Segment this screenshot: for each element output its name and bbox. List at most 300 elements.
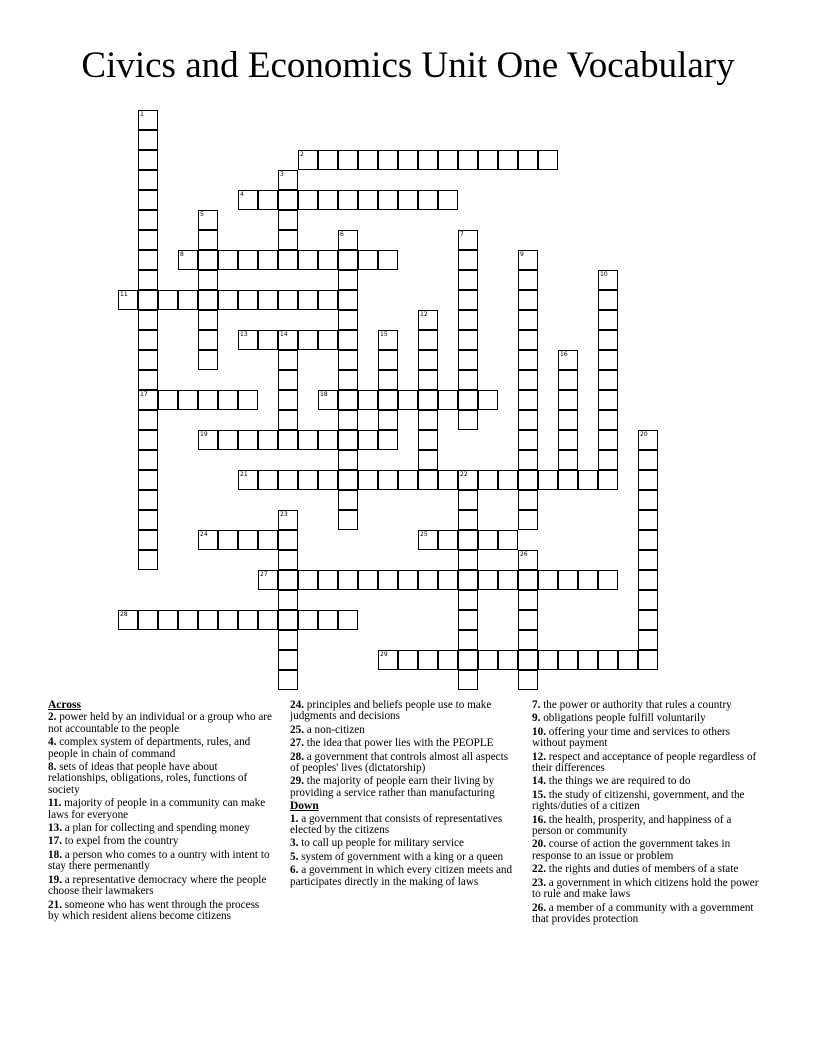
crossword-cell[interactable]	[278, 230, 298, 250]
crossword-cell[interactable]	[378, 470, 398, 490]
crossword-cell[interactable]	[238, 470, 258, 490]
crossword-cell[interactable]	[218, 610, 238, 630]
crossword-cell[interactable]	[138, 310, 158, 330]
clue-item-number: 20.	[532, 838, 546, 851]
crossword-cell[interactable]	[118, 610, 138, 630]
crossword-cell[interactable]	[438, 650, 458, 670]
crossword-cell[interactable]	[278, 550, 298, 570]
crossword-cell[interactable]	[198, 430, 218, 450]
crossword-cell[interactable]	[338, 410, 358, 430]
crossword-cell[interactable]	[578, 570, 598, 590]
crossword-cell[interactable]	[478, 530, 498, 550]
crossword-cell[interactable]	[318, 150, 338, 170]
crossword-cell[interactable]	[518, 590, 538, 610]
crossword-cell[interactable]	[198, 210, 218, 230]
crossword-cell[interactable]	[478, 470, 498, 490]
crossword-cell[interactable]	[378, 410, 398, 430]
crossword-cell[interactable]	[438, 470, 458, 490]
crossword-cell[interactable]	[258, 330, 278, 350]
crossword-cell[interactable]	[518, 390, 538, 410]
crossword-cell[interactable]	[258, 570, 278, 590]
crossword-cell[interactable]	[238, 390, 258, 410]
crossword-cell[interactable]	[278, 190, 298, 210]
crossword-cell[interactable]	[458, 290, 478, 310]
crossword-cell[interactable]	[498, 570, 518, 590]
crossword-cell[interactable]	[458, 530, 478, 550]
crossword-cell[interactable]	[458, 390, 478, 410]
clue-number: 10	[600, 271, 608, 278]
crossword-cell[interactable]	[458, 670, 478, 690]
crossword-cell[interactable]	[518, 510, 538, 530]
crossword-cell[interactable]	[558, 470, 578, 490]
crossword-cell[interactable]	[358, 190, 378, 210]
crossword-cell[interactable]	[338, 330, 358, 350]
crossword-cell[interactable]	[518, 370, 538, 390]
crossword-cell[interactable]	[338, 350, 358, 370]
crossword-cell[interactable]	[438, 530, 458, 550]
crossword-cell[interactable]	[318, 330, 338, 350]
crossword-cell[interactable]	[238, 330, 258, 350]
crossword-cell[interactable]	[298, 290, 318, 310]
crossword-cell[interactable]	[258, 530, 278, 550]
crossword-cell[interactable]	[298, 190, 318, 210]
crossword-cell[interactable]	[538, 470, 558, 490]
crossword-cell[interactable]	[378, 370, 398, 390]
crossword-cell[interactable]	[418, 410, 438, 430]
crossword-cell[interactable]	[278, 430, 298, 450]
clue-item-text: obligations people fulfill voluntarily	[543, 712, 706, 725]
crossword-cell[interactable]	[538, 570, 558, 590]
crossword-cell[interactable]	[638, 470, 658, 490]
crossword-cell[interactable]	[638, 450, 658, 470]
crossword-cell[interactable]	[138, 390, 158, 410]
crossword-cell[interactable]	[638, 630, 658, 650]
crossword-cell[interactable]	[218, 530, 238, 550]
crossword-cell[interactable]	[158, 610, 178, 630]
crossword-cell[interactable]	[518, 670, 538, 690]
crossword-cell[interactable]	[278, 510, 298, 530]
crossword-cell[interactable]	[138, 290, 158, 310]
clue-item	[290, 725, 515, 736]
crossword-cell[interactable]	[418, 450, 438, 470]
crossword-cell[interactable]	[198, 230, 218, 250]
crossword-cell[interactable]	[398, 570, 418, 590]
clues-column-3	[532, 700, 762, 927]
crossword-cell[interactable]	[258, 250, 278, 270]
crossword-cell[interactable]	[198, 330, 218, 350]
crossword-cell[interactable]	[438, 390, 458, 410]
crossword-cell[interactable]	[598, 470, 618, 490]
crossword-cell[interactable]	[598, 330, 618, 350]
crossword-cell[interactable]	[298, 330, 318, 350]
crossword-cell[interactable]	[318, 570, 338, 590]
crossword-cell[interactable]	[558, 390, 578, 410]
crossword-cell[interactable]	[298, 430, 318, 450]
crossword-cell[interactable]	[398, 390, 418, 410]
crossword-cell[interactable]	[138, 530, 158, 550]
clue-item-text: offering your time and services to others without payment	[532, 725, 731, 750]
crossword-cell[interactable]	[198, 290, 218, 310]
clue-item-text: to expel from the country	[64, 835, 179, 848]
crossword-cell[interactable]	[418, 470, 438, 490]
crossword-cell[interactable]	[318, 250, 338, 270]
crossword-cell[interactable]	[138, 410, 158, 430]
crossword-cell[interactable]	[618, 650, 638, 670]
crossword-cell[interactable]	[138, 450, 158, 470]
crossword-cell[interactable]	[458, 590, 478, 610]
crossword-cell[interactable]	[358, 470, 378, 490]
clue-item	[532, 864, 762, 875]
crossword-cell[interactable]	[638, 530, 658, 550]
crossword-cell[interactable]	[278, 210, 298, 230]
crossword-cell[interactable]	[278, 570, 298, 590]
crossword-cell[interactable]	[198, 530, 218, 550]
crossword-cell[interactable]	[318, 470, 338, 490]
clue-item-text: to call up people for military service	[301, 837, 464, 850]
crossword-cell[interactable]	[518, 270, 538, 290]
crossword-cell[interactable]	[138, 470, 158, 490]
crossword-cell[interactable]	[518, 450, 538, 470]
crossword-cell[interactable]	[598, 310, 618, 330]
crossword-cell[interactable]	[558, 410, 578, 430]
crossword-cell[interactable]	[598, 370, 618, 390]
crossword-cell[interactable]	[178, 610, 198, 630]
crossword-cell[interactable]	[138, 550, 158, 570]
crossword-cell[interactable]	[438, 190, 458, 210]
crossword-cell[interactable]	[138, 510, 158, 530]
crossword-cell[interactable]	[418, 350, 438, 370]
crossword-cell[interactable]	[378, 430, 398, 450]
crossword-cell[interactable]	[558, 450, 578, 470]
clue-item-number: 23.	[532, 876, 546, 889]
clue-item-number: 6.	[290, 864, 299, 877]
crossword-cell[interactable]	[338, 390, 358, 410]
crossword-cell[interactable]	[378, 570, 398, 590]
crossword-cell[interactable]	[498, 470, 518, 490]
crossword-cell[interactable]	[238, 190, 258, 210]
crossword-cell[interactable]	[298, 570, 318, 590]
crossword-cell[interactable]	[418, 150, 438, 170]
crossword-cell[interactable]	[138, 170, 158, 190]
crossword-cell[interactable]	[338, 510, 358, 530]
crossword-cell[interactable]	[518, 150, 538, 170]
crossword-cell[interactable]	[598, 350, 618, 370]
crossword-cell[interactable]	[418, 530, 438, 550]
crossword-cell[interactable]	[518, 570, 538, 590]
crossword-cell[interactable]	[558, 370, 578, 390]
clue-item-number: 1.	[290, 812, 299, 825]
crossword-cell[interactable]	[498, 150, 518, 170]
crossword-cell[interactable]	[458, 630, 478, 650]
crossword-cell[interactable]	[138, 210, 158, 230]
crossword-cell[interactable]	[358, 390, 378, 410]
crossword-cell[interactable]	[238, 430, 258, 450]
crossword-cell[interactable]	[458, 270, 478, 290]
crossword-cell[interactable]	[638, 590, 658, 610]
crossword-cell[interactable]	[458, 330, 478, 350]
crossword-cell[interactable]	[458, 490, 478, 510]
crossword-cell[interactable]	[198, 270, 218, 290]
crossword-cell[interactable]	[638, 430, 658, 450]
crossword-cell[interactable]	[598, 390, 618, 410]
crossword-cell[interactable]	[338, 450, 358, 470]
clue-item-text: respect and acceptance of people regardless of their differences	[532, 750, 757, 775]
crossword-cell[interactable]	[278, 530, 298, 550]
crossword-cell[interactable]	[338, 470, 358, 490]
crossword-cell[interactable]	[278, 470, 298, 490]
crossword-cell[interactable]	[318, 190, 338, 210]
crossword-cell[interactable]	[578, 650, 598, 670]
crossword-cell[interactable]	[518, 350, 538, 370]
crossword-cell[interactable]	[598, 450, 618, 470]
crossword-cell[interactable]	[338, 290, 358, 310]
crossword-cell[interactable]	[258, 430, 278, 450]
clue-item	[48, 737, 273, 760]
clue-number: 1	[140, 111, 144, 118]
crossword-cell[interactable]	[478, 390, 498, 410]
crossword-cell[interactable]	[458, 510, 478, 530]
crossword-cell[interactable]	[638, 510, 658, 530]
clue-number: 28	[120, 611, 128, 618]
crossword-cell[interactable]	[278, 370, 298, 390]
crossword-cell[interactable]	[138, 130, 158, 150]
crossword-cell[interactable]	[338, 150, 358, 170]
crossword-cell[interactable]	[138, 150, 158, 170]
clue-item-text: a government that controls almost all aspects of peoples' lives (dictatorship)	[290, 750, 509, 775]
crossword-cell[interactable]	[418, 430, 438, 450]
crossword-cell[interactable]	[258, 290, 278, 310]
crossword-cell[interactable]	[478, 570, 498, 590]
crossword-cell[interactable]	[378, 650, 398, 670]
crossword-cell[interactable]	[158, 290, 178, 310]
crossword-cell[interactable]	[198, 310, 218, 330]
crossword-cell[interactable]	[358, 150, 378, 170]
crossword-cell[interactable]	[558, 430, 578, 450]
crossword-cell[interactable]	[518, 310, 538, 330]
crossword-cell[interactable]	[138, 250, 158, 270]
crossword-cell[interactable]	[378, 350, 398, 370]
crossword-cell[interactable]	[358, 250, 378, 270]
crossword-cell[interactable]	[418, 190, 438, 210]
crossword-cell[interactable]	[518, 430, 538, 450]
crossword-cell[interactable]	[338, 310, 358, 330]
crossword-cell[interactable]	[278, 350, 298, 370]
crossword-cell[interactable]	[558, 650, 578, 670]
crossword-cell[interactable]	[398, 190, 418, 210]
crossword-cell[interactable]	[418, 650, 438, 670]
crossword-cell[interactable]	[238, 530, 258, 550]
crossword-cell[interactable]	[518, 610, 538, 630]
crossword-cell[interactable]	[538, 150, 558, 170]
crossword-cell[interactable]	[338, 250, 358, 270]
clue-item-number: 14.	[532, 775, 546, 788]
crossword-cell[interactable]	[458, 550, 478, 570]
crossword-cell[interactable]	[138, 490, 158, 510]
crossword-cell[interactable]	[198, 390, 218, 410]
crossword-cell[interactable]	[418, 370, 438, 390]
clue-item	[48, 836, 273, 847]
crossword-cell[interactable]	[478, 650, 498, 670]
crossword-cell[interactable]	[158, 390, 178, 410]
clue-item-number: 10.	[532, 725, 546, 738]
crossword-cell[interactable]	[398, 470, 418, 490]
crossword-cell[interactable]	[458, 650, 478, 670]
crossword-cell[interactable]	[278, 250, 298, 270]
crossword-cell[interactable]	[438, 150, 458, 170]
crossword-cell[interactable]	[598, 410, 618, 430]
crossword-cell[interactable]	[638, 550, 658, 570]
crossword-cell[interactable]	[238, 290, 258, 310]
crossword-cell[interactable]	[298, 150, 318, 170]
crossword-cell[interactable]	[478, 150, 498, 170]
crossword-cell[interactable]	[278, 590, 298, 610]
crossword-cell[interactable]	[598, 270, 618, 290]
crossword-cell[interactable]	[378, 330, 398, 350]
crossword-cell[interactable]	[138, 610, 158, 630]
crossword-cell[interactable]	[418, 570, 438, 590]
crossword-cell[interactable]	[238, 250, 258, 270]
crossword-cell[interactable]	[298, 250, 318, 270]
crossword-cell[interactable]	[638, 490, 658, 510]
crossword-cell[interactable]	[218, 250, 238, 270]
crossword-cell[interactable]	[558, 350, 578, 370]
crossword-cell[interactable]	[338, 610, 358, 630]
crossword-cell[interactable]	[518, 470, 538, 490]
crossword-cell[interactable]	[598, 570, 618, 590]
crossword-cell[interactable]	[458, 570, 478, 590]
crossword-cell[interactable]	[518, 290, 538, 310]
crossword-cell[interactable]	[378, 150, 398, 170]
crossword-cell[interactable]	[638, 570, 658, 590]
crossword-cell[interactable]	[218, 430, 238, 450]
crossword-cell[interactable]	[518, 250, 538, 270]
crossword-cell[interactable]	[238, 610, 258, 630]
clue-item-text: a representative democracy where the people choose their lawmakers	[48, 873, 267, 898]
crossword-cell[interactable]	[638, 610, 658, 630]
clue-item-text: sets of ideas that people have about relationships, obligations, roles, functions of society	[48, 761, 248, 796]
crossword-cell[interactable]	[318, 610, 338, 630]
clue-number: 2	[300, 151, 304, 158]
crossword-cell[interactable]	[278, 610, 298, 630]
crossword-cell[interactable]	[138, 330, 158, 350]
crossword-cell[interactable]	[358, 430, 378, 450]
crossword-cell[interactable]	[418, 310, 438, 330]
clue-item-text: course of action the government takes in response to an issue or problem	[532, 838, 731, 862]
crossword-cell[interactable]	[138, 110, 158, 130]
crossword-cell[interactable]	[118, 290, 138, 310]
crossword-cell[interactable]	[378, 390, 398, 410]
clue-item	[532, 752, 762, 775]
crossword-cell[interactable]	[258, 610, 278, 630]
crossword-cell[interactable]	[338, 430, 358, 450]
crossword-cell[interactable]	[458, 230, 478, 250]
crossword-cell[interactable]	[458, 350, 478, 370]
crossword-cell[interactable]	[498, 530, 518, 550]
crossword-cell[interactable]	[458, 250, 478, 270]
clue-item-text: system of government with a king or a queen	[301, 850, 504, 863]
crossword-cell[interactable]	[458, 370, 478, 390]
crossword-cell[interactable]	[138, 370, 158, 390]
crossword-cell[interactable]	[418, 330, 438, 350]
crossword-cell[interactable]	[278, 390, 298, 410]
crossword-cell[interactable]	[318, 290, 338, 310]
crossword-cell[interactable]	[578, 470, 598, 490]
crossword-cell[interactable]	[198, 350, 218, 370]
crossword-cell[interactable]	[338, 570, 358, 590]
crossword-cell[interactable]	[298, 610, 318, 630]
clue-item-text: the study of citizenshi, government, and the rights/duties of a citizen	[532, 788, 745, 813]
crossword-cell[interactable]	[458, 310, 478, 330]
crossword-cell[interactable]	[358, 570, 378, 590]
crossword-cell[interactable]	[498, 650, 518, 670]
crossword-cell[interactable]	[278, 330, 298, 350]
crossword-cell[interactable]	[338, 490, 358, 510]
crossword-cell[interactable]	[518, 630, 538, 650]
crossword-cell[interactable]	[338, 230, 358, 250]
crossword-cell[interactable]	[538, 650, 558, 670]
crossword-cell[interactable]	[338, 270, 358, 290]
crossword-cell[interactable]	[598, 650, 618, 670]
crossword-cell[interactable]	[298, 470, 318, 490]
crossword-cell[interactable]	[458, 470, 478, 490]
crossword-cell[interactable]	[558, 570, 578, 590]
crossword-cell[interactable]	[278, 670, 298, 690]
crossword-cell[interactable]	[638, 650, 658, 670]
crossword-cell[interactable]	[178, 290, 198, 310]
crossword-cell[interactable]	[258, 190, 278, 210]
crossword-cell[interactable]	[598, 290, 618, 310]
crossword-cell[interactable]	[138, 270, 158, 290]
crossword-cell[interactable]	[518, 490, 538, 510]
crossword-cell[interactable]	[418, 390, 438, 410]
crossword-cell[interactable]	[318, 390, 338, 410]
crossword-cell[interactable]	[318, 430, 338, 450]
crossword-cell[interactable]	[278, 410, 298, 430]
crossword-cell[interactable]	[138, 190, 158, 210]
crossword-cell[interactable]	[198, 250, 218, 270]
crossword-cell[interactable]	[178, 250, 198, 270]
crossword-cell[interactable]	[518, 330, 538, 350]
crossword-cell[interactable]	[138, 350, 158, 370]
crossword-cell[interactable]	[398, 650, 418, 670]
crossword-cell[interactable]	[378, 190, 398, 210]
crossword-cell[interactable]	[138, 230, 158, 250]
crossword-cell[interactable]	[278, 630, 298, 650]
crossword-cell[interactable]	[338, 370, 358, 390]
crossword-cell[interactable]	[278, 170, 298, 190]
crossword-cell[interactable]	[198, 610, 218, 630]
crossword-cell[interactable]	[398, 150, 418, 170]
crossword-cell[interactable]	[218, 290, 238, 310]
crossword-cell[interactable]	[338, 190, 358, 210]
clue-item-number: 17.	[48, 835, 62, 848]
crossword-cell[interactable]	[598, 430, 618, 450]
crossword-cell[interactable]	[138, 430, 158, 450]
crossword-cell[interactable]	[218, 390, 238, 410]
crossword-cell[interactable]	[178, 390, 198, 410]
crossword-cell[interactable]	[438, 570, 458, 590]
crossword-cell[interactable]	[518, 550, 538, 570]
crossword-cell[interactable]	[278, 650, 298, 670]
crossword-cell[interactable]	[258, 470, 278, 490]
crossword-cell[interactable]	[518, 650, 538, 670]
crossword-cell[interactable]	[458, 150, 478, 170]
crossword-cell[interactable]	[458, 410, 478, 430]
crossword-cell[interactable]	[458, 610, 478, 630]
crossword-cell[interactable]	[378, 250, 398, 270]
crossword-cell[interactable]	[518, 410, 538, 430]
crossword-cell[interactable]	[278, 290, 298, 310]
